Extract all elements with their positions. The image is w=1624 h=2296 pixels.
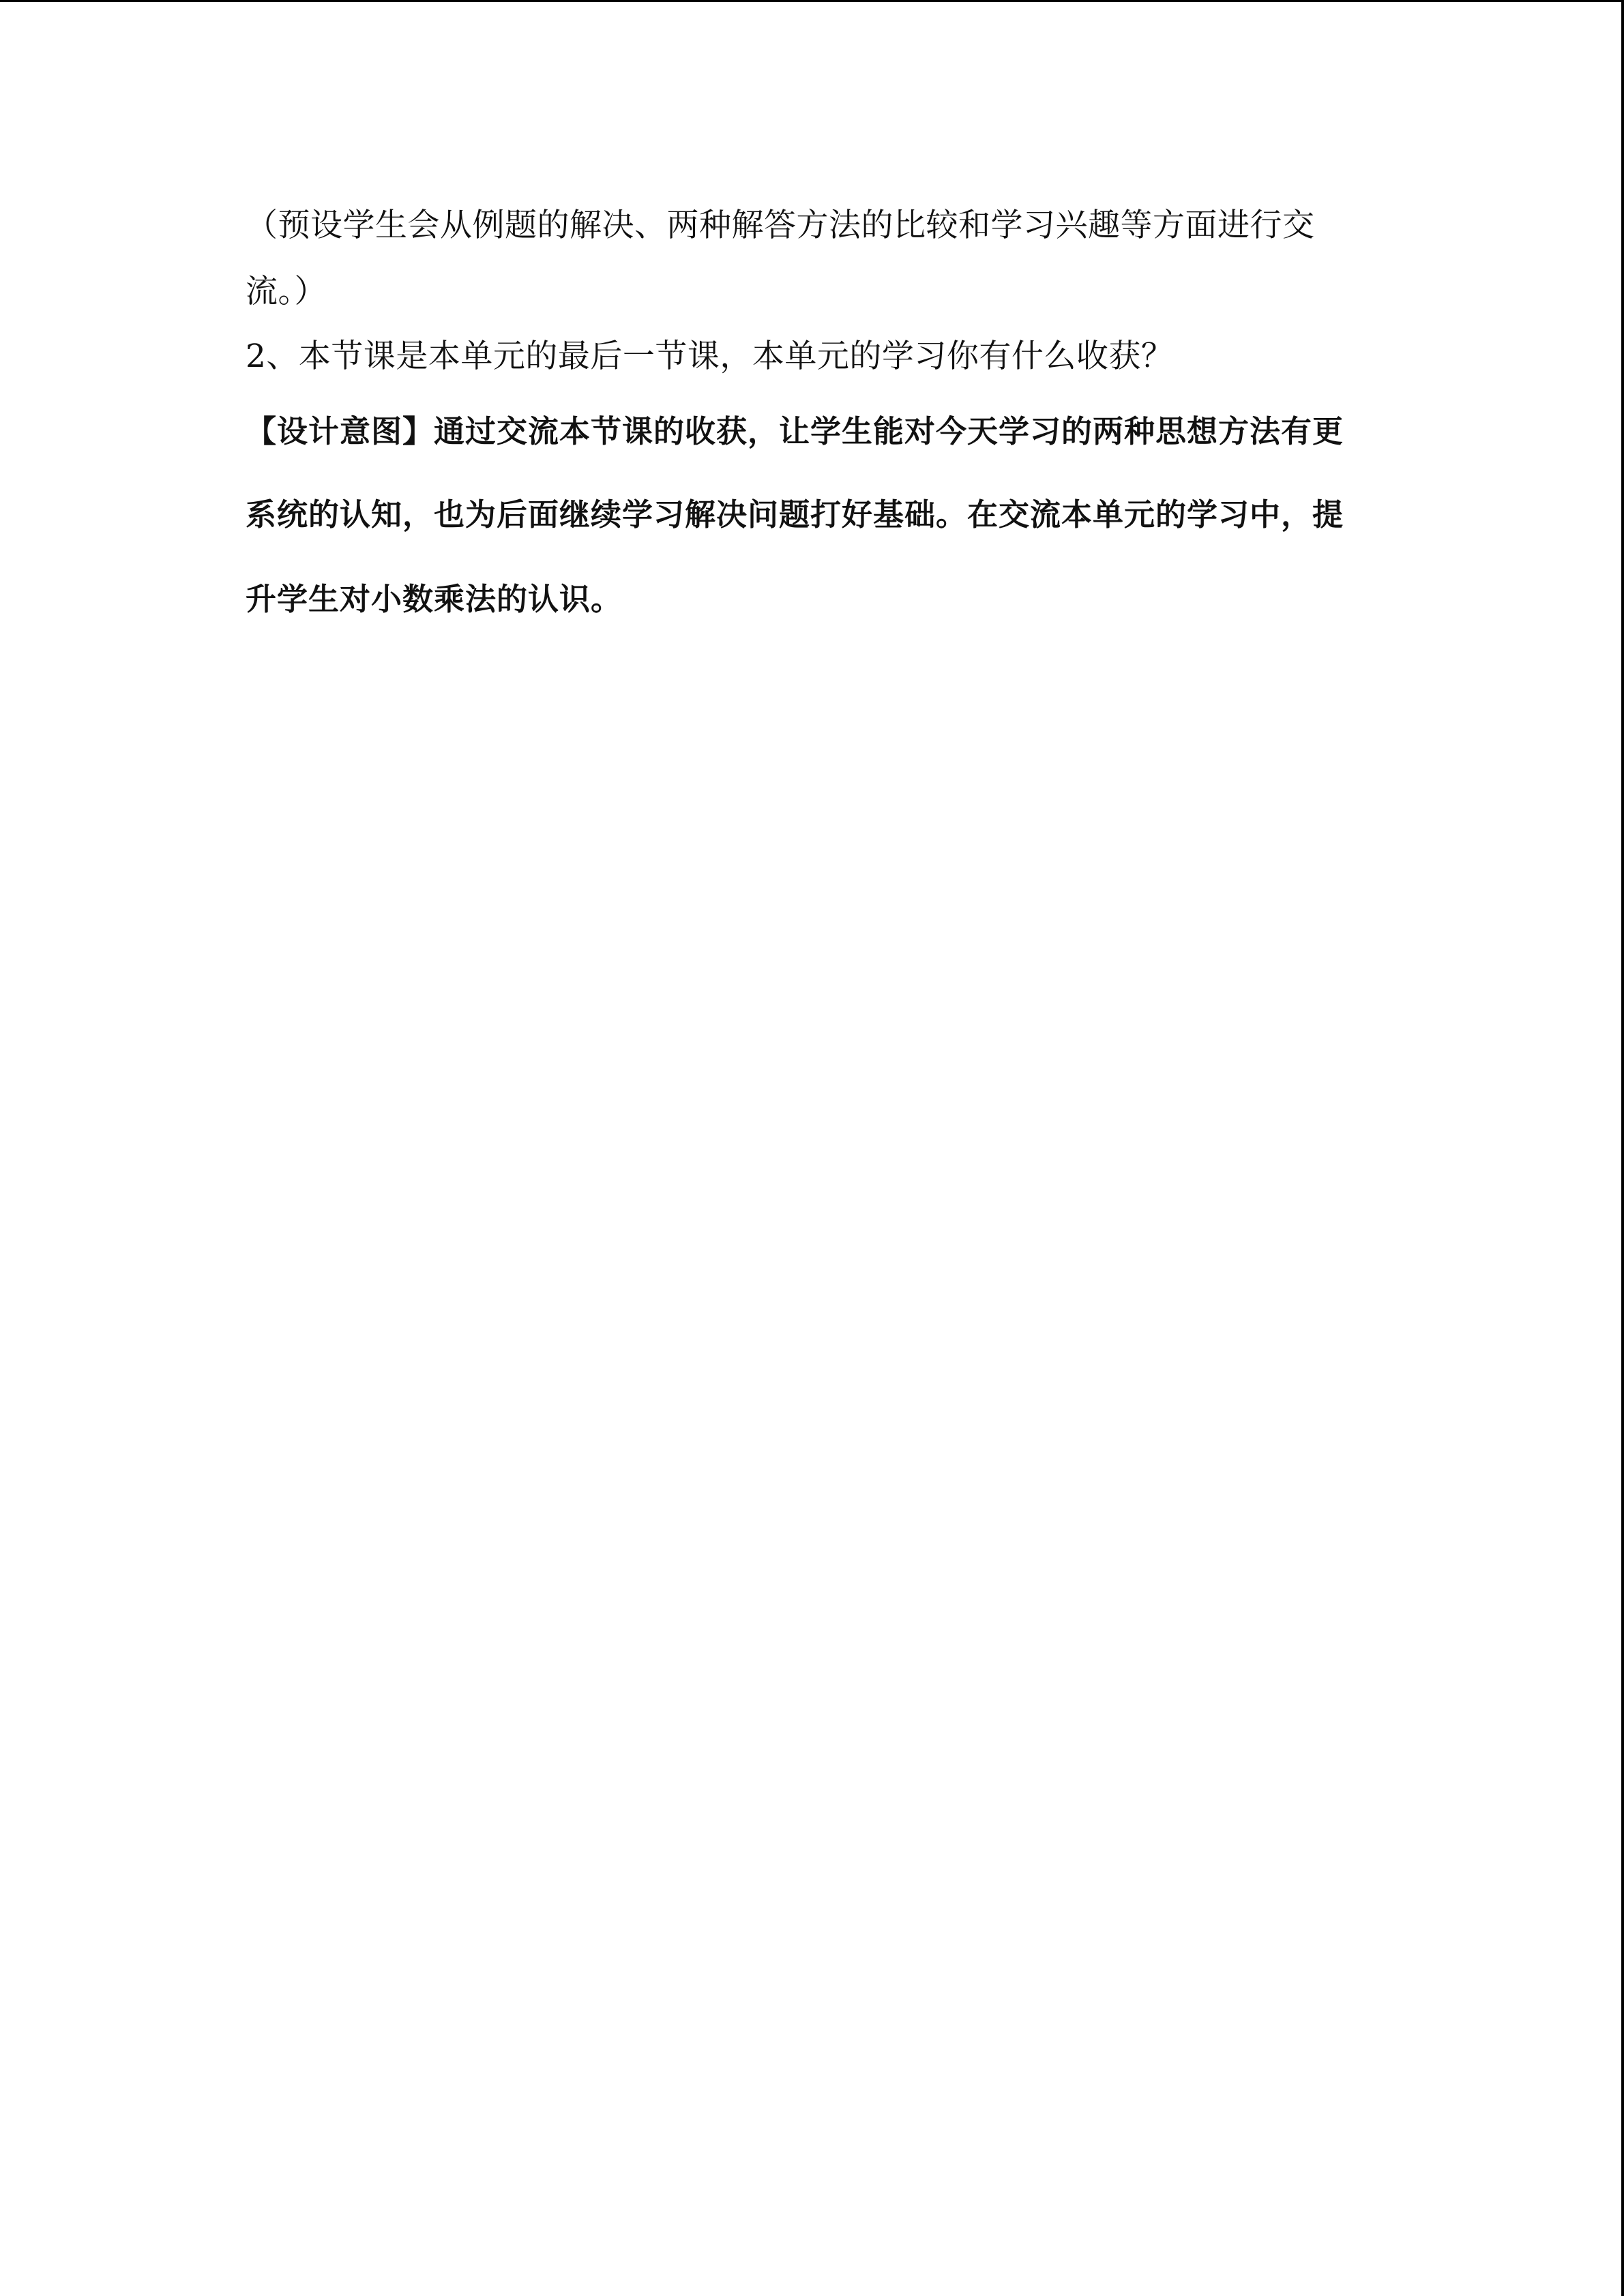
design-intent-text-1: 通过交流本节课的收获，让学生能对今天学习的两种思想方法有更 xyxy=(434,413,1344,449)
design-intent-line-2: 系统的认知，也为后面继续学习解决问题打好基础。在交流本单元的学习中，提 xyxy=(246,496,1344,533)
page-top-border xyxy=(0,0,1624,2)
page-right-border xyxy=(1621,0,1624,2296)
design-intent-line-1 xyxy=(246,413,1344,449)
question-2: 2、本节课是本单元的最后一节课，本单元的学习你有什么收获？ xyxy=(246,338,1174,375)
design-intent-line-3: 升学生对小数乘法的认识。 xyxy=(246,581,623,617)
preset-note-line-1: （预设学生会从例题的解决、两种解答方法的比较和学习兴趣等方面进行交 xyxy=(246,207,1315,244)
preset-note-line-2: 流。） xyxy=(246,273,327,310)
design-intent-label: 【设计意图】 xyxy=(246,413,434,449)
